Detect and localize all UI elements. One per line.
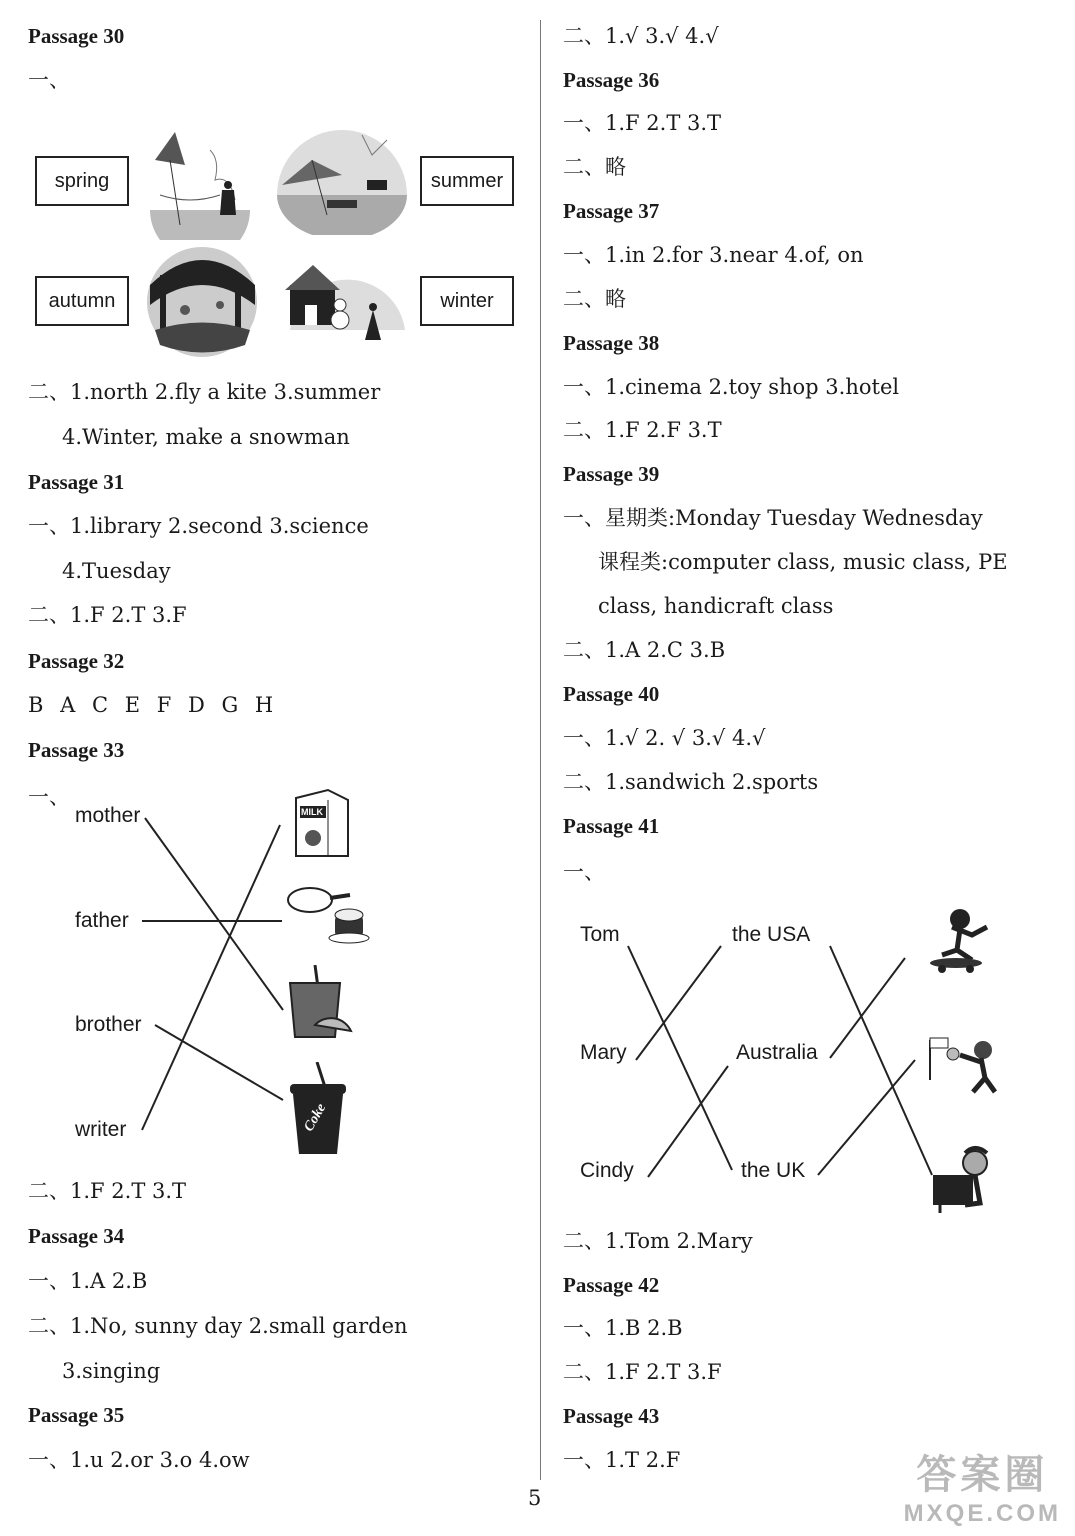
p31-line3: 二、1.F 2.T 3.F: [28, 603, 187, 627]
line-brother-coke: [155, 1025, 283, 1100]
page-number: 5: [528, 1486, 542, 1510]
passage-40-title: Passage 40: [563, 682, 660, 706]
word-brother: brother: [75, 1013, 142, 1036]
p43-line1: 一、1.T 2.F: [563, 1448, 681, 1472]
p40-line1: 一、1.√ 2. √ 3.√ 4.√: [563, 726, 766, 750]
p39-line4: 二、1.A 2.C 3.B: [563, 638, 726, 662]
passage-34-title: Passage 34: [28, 1224, 125, 1248]
passage-33-title: Passage 33: [28, 738, 125, 762]
line-uk-boy2: [818, 1060, 915, 1175]
season-box-autumn: autumn: [35, 276, 129, 326]
passage-42-title: Passage 42: [563, 1273, 660, 1297]
coke-label: Coke: [301, 1101, 330, 1135]
passage-39-title: Passage 39: [563, 462, 660, 486]
line-cindy-australia: [648, 1066, 728, 1177]
p39-line1: 一、星期类:Monday Tuesday Wednesday: [563, 506, 983, 530]
p38-line2: 二、1.F 2.F 3.T: [563, 418, 722, 442]
piano-girl-picture: [930, 1145, 1005, 1215]
p38-line1: 一、1.cinema 2.toy shop 3.hotel: [563, 375, 900, 399]
season-box-spring: spring: [35, 156, 129, 206]
p30-part2-line1: 二、1.north 2.fly a kite 3.summer: [28, 380, 381, 404]
country-uk: the UK: [741, 1159, 806, 1182]
skateboard-girl-picture: [922, 905, 1000, 975]
p35-line1: 一、1.u 2.or 3.o 4.ow: [28, 1448, 250, 1472]
p32-line1: B A C E F D G H: [28, 693, 274, 717]
p30-part2-line2: 4.Winter, make a snowman: [62, 425, 350, 449]
passage-31-title: Passage 31: [28, 470, 125, 494]
passage-36-title: Passage 36: [563, 68, 660, 92]
p40-line2: 二、1.sandwich 2.sports: [563, 770, 819, 794]
word-father: father: [75, 909, 129, 932]
p31-line1: 一、1.library 2.second 3.science: [28, 514, 369, 538]
p36-line1: 一、1.F 2.T 3.T: [563, 111, 722, 135]
passage-38-title: Passage 38: [563, 331, 660, 355]
column-divider: [540, 20, 541, 1480]
p34-line1: 一、1.A 2.B: [28, 1269, 148, 1293]
p31-line2: 4.Tuesday: [62, 559, 171, 583]
season-box-summer: summer: [420, 156, 514, 206]
p36-line2: 二、略: [563, 155, 626, 179]
name-mary: Mary: [580, 1041, 627, 1064]
passage-30-title: Passage 30: [28, 24, 125, 48]
line-mary-usa: [636, 946, 721, 1060]
name-tom: Tom: [580, 923, 620, 946]
p41-part2: 二、1.Tom 2.Mary: [563, 1229, 753, 1253]
watermark-logo-text: 答案圈: [916, 1453, 1049, 1497]
country-usa: the USA: [732, 923, 811, 946]
word-writer: writer: [75, 1118, 127, 1141]
passage-32-title: Passage 32: [28, 649, 125, 673]
p30-part1-label: 一、: [28, 68, 70, 92]
watermark: [904, 1443, 1061, 1528]
milk-label: MILK: [301, 807, 323, 817]
p39-line2: 课程类:computer class, music class, PE: [598, 550, 1008, 574]
basketball-boy-picture: [925, 1030, 1005, 1100]
p42-line1: 一、1.B 2.B: [563, 1316, 683, 1340]
passage-37-title: Passage 37: [563, 199, 660, 223]
p42-line2: 二、1.F 2.T 3.F: [563, 1360, 722, 1384]
p39-line3: class, handicraft class: [598, 594, 834, 618]
passage-41-title: Passage 41: [563, 814, 660, 838]
p37-line2: 二、略: [563, 287, 626, 311]
name-cindy: Cindy: [580, 1159, 634, 1182]
line-tom-uk: [628, 946, 732, 1170]
right-top-line: 二、1.√ 3.√ 4.√: [563, 24, 719, 48]
watermark-url: MXQE.COM: [903, 1500, 1061, 1527]
line-mother-juice: [145, 818, 283, 1010]
p33-part1-label: 一、: [28, 785, 70, 809]
p33-part2: 二、1.F 2.T 3.T: [28, 1179, 187, 1203]
p34-line2: 二、1.No, sunny day 2.small garden: [28, 1314, 408, 1338]
word-mother: mother: [75, 804, 141, 827]
season-box-winter: winter: [420, 276, 514, 326]
p34-line3: 3.singing: [62, 1359, 161, 1383]
passage-43-title: Passage 43: [563, 1404, 660, 1428]
passage-35-title: Passage 35: [28, 1403, 125, 1427]
country-australia: Australia: [736, 1041, 818, 1064]
p37-line1: 一、1.in 2.for 3.near 4.of, on: [563, 243, 864, 267]
p41-part1-label: 一、: [563, 860, 605, 884]
line-usa-girl3: [830, 946, 932, 1175]
